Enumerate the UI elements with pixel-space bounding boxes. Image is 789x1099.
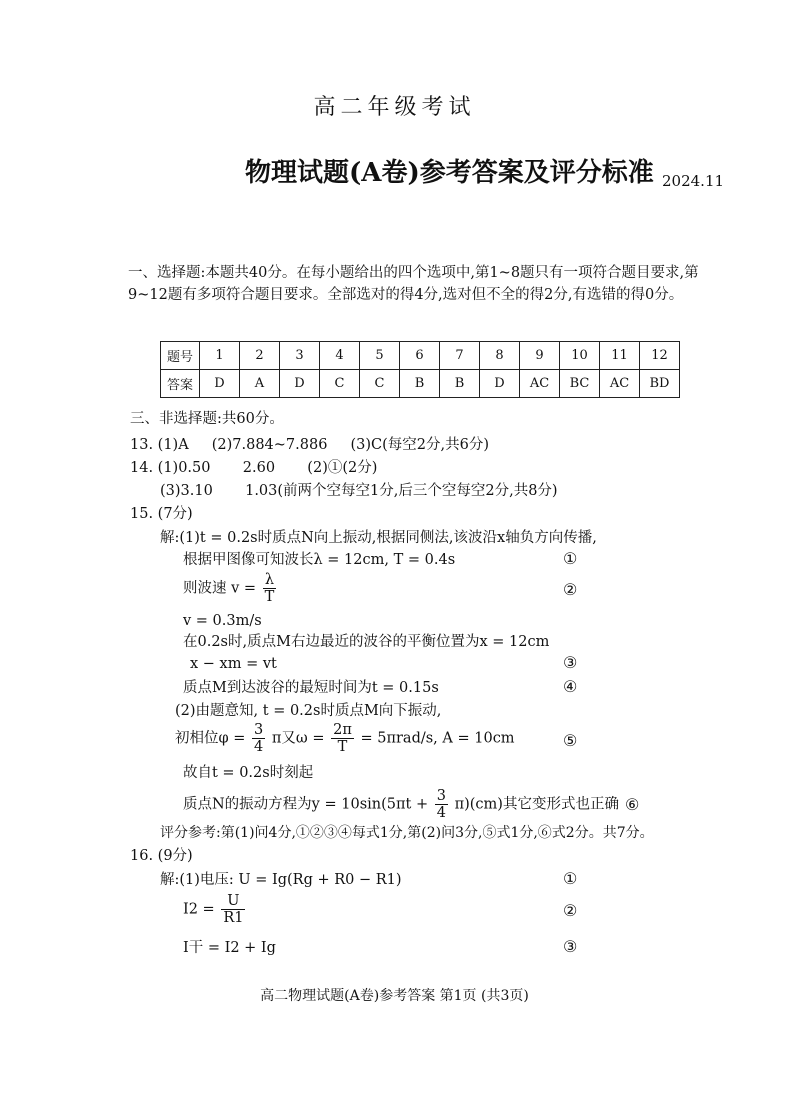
row-label-number: 题号 [161,342,200,370]
table-cell: B [400,370,440,398]
q15-line6: x − xm = vt [190,656,277,672]
table-cell: 11 [600,342,640,370]
q15-line1: 解:(1)t = 0.2s时质点N向上振动,根据同侧法,该波沿x轴负方向传播, [160,530,597,546]
q15-line11 [183,788,619,821]
page-title: 物理试题(A卷)参考答案及评分标准 [245,158,654,188]
q14-answer-line2: (3)3.10 1.03(前两个空每空1分,后三个空每空2分,共8分) [160,483,558,499]
table-cell: 8 [480,342,520,370]
q16-line1: 解:(1)电压: U = Ig(Rg + R0 − R1) [160,872,402,888]
equation-mark: ① [563,549,578,568]
table-cell: B [440,370,480,398]
table-row-answers [161,370,680,398]
table-cell: 6 [400,342,440,370]
numerator: λ [263,572,277,589]
table-cell: 1 [200,342,240,370]
section3-heading: 三、非选择题:共60分。 [130,411,284,427]
numerator: 2π [333,722,352,738]
fraction-2pi-over-T [331,722,354,755]
q16-line2-text: I2 = [183,901,215,918]
table-cell: D [200,370,240,398]
table-cell: 3 [280,342,320,370]
fraction-three-quarters [252,722,265,755]
fraction-lambda-over-T [263,572,277,605]
q15-line11-text-a: 质点N的振动方程为y = 10sin(5πt + [183,796,429,813]
q15-line3-text: 则波速 v = [183,580,257,597]
answer-table [160,341,680,398]
equation-mark: ① [563,869,578,888]
equation-mark: ⑥ [625,795,640,814]
table-cell: 9 [520,342,560,370]
exam-date: 2024.11 [662,172,725,190]
denominator: T [264,589,275,605]
q15-line9 [175,722,515,755]
table-cell: D [280,370,320,398]
table-cell: BD [640,370,680,398]
q15-line4: v = 0.3m/s [183,613,262,629]
exam-heading: 高二年级考试 [313,95,476,120]
denominator: R1 [223,910,244,926]
numerator: U [221,893,245,910]
table-cell: 7 [440,342,480,370]
q15-line3 [183,572,278,605]
q14-answer-line1: 14. (1)0.50 2.60 (2)①(2分) [130,460,378,476]
row-label-answer: 答案 [161,370,200,398]
table-cell: A [240,370,280,398]
q16-line2 [183,893,247,926]
table-cell: 10 [560,342,600,370]
table-cell: AC [600,370,640,398]
denominator: 4 [254,739,264,755]
denominator: T [337,739,348,755]
table-row-numbers [161,342,680,370]
table-cell: 2 [240,342,280,370]
numerator: 3 [254,722,264,738]
equation-mark: ④ [563,677,578,696]
table-cell: 12 [640,342,680,370]
numerator: 3 [436,788,446,804]
fraction-U-over-R1 [221,893,245,926]
table-cell: 4 [320,342,360,370]
fraction-three-quarters [435,788,448,821]
q15-line7: 质点M到达波谷的最短时间为t = 0.15s [183,680,439,696]
equation-mark: ⑤ [563,731,578,750]
equation-mark: ② [563,580,578,599]
q15-line9-text-c: = 5πrad/s, A = 10cm [360,730,515,747]
equation-mark: ② [563,901,578,920]
equation-mark: ③ [563,653,578,672]
table-cell: C [360,370,400,398]
table-cell: C [320,370,360,398]
q13-answer: 13. (1)A (2)7.884~7.886 (3)C(每空2分,共6分) [130,437,489,453]
table-cell: D [480,370,520,398]
table-cell: BC [560,370,600,398]
table-cell: AC [520,370,560,398]
q15-line5: 在0.2s时,质点M右边最近的波谷的平衡位置为x = 12cm [183,634,550,650]
q16-line3: I干 = I2 + Ig [183,940,276,956]
equation-mark: ③ [563,937,578,956]
q15-line11-text-b: π)(cm)其它变形式也正确 [454,796,619,813]
denominator: 4 [436,805,446,821]
q15-score: 评分参考:第(1)问4分,①②③④每式1分,第(2)问3分,⑤式1分,⑥式2分。共7分。 [160,825,654,841]
page-footer: 高二物理试题(A卷)参考答案 第1页 (共3页) [260,988,529,1004]
table-cell: 5 [360,342,400,370]
q15-heading: 15. (7分) [130,506,193,522]
section1-instructions: 一、选择题:本题共40分。在每小题给出的四个选项中,第1~8题只有一项符合题目要求,第9~12题有多项符合题目要求。全部选对的得4分,选对但不全的得2分,有选错的得0分。 [128,265,699,303]
q15-line2: 根据甲图像可知波长λ = 12cm, T = 0.4s [183,552,456,568]
q15-line9-text-b: π又ω = [271,730,325,747]
q15-line8: (2)由题意知, t = 0.2s时质点M向下振动, [175,703,442,719]
q15-line9-text-a: 初相位φ = [175,730,246,747]
q16-heading: 16. (9分) [130,848,193,864]
q15-line10: 故自t = 0.2s时刻起 [183,765,314,781]
